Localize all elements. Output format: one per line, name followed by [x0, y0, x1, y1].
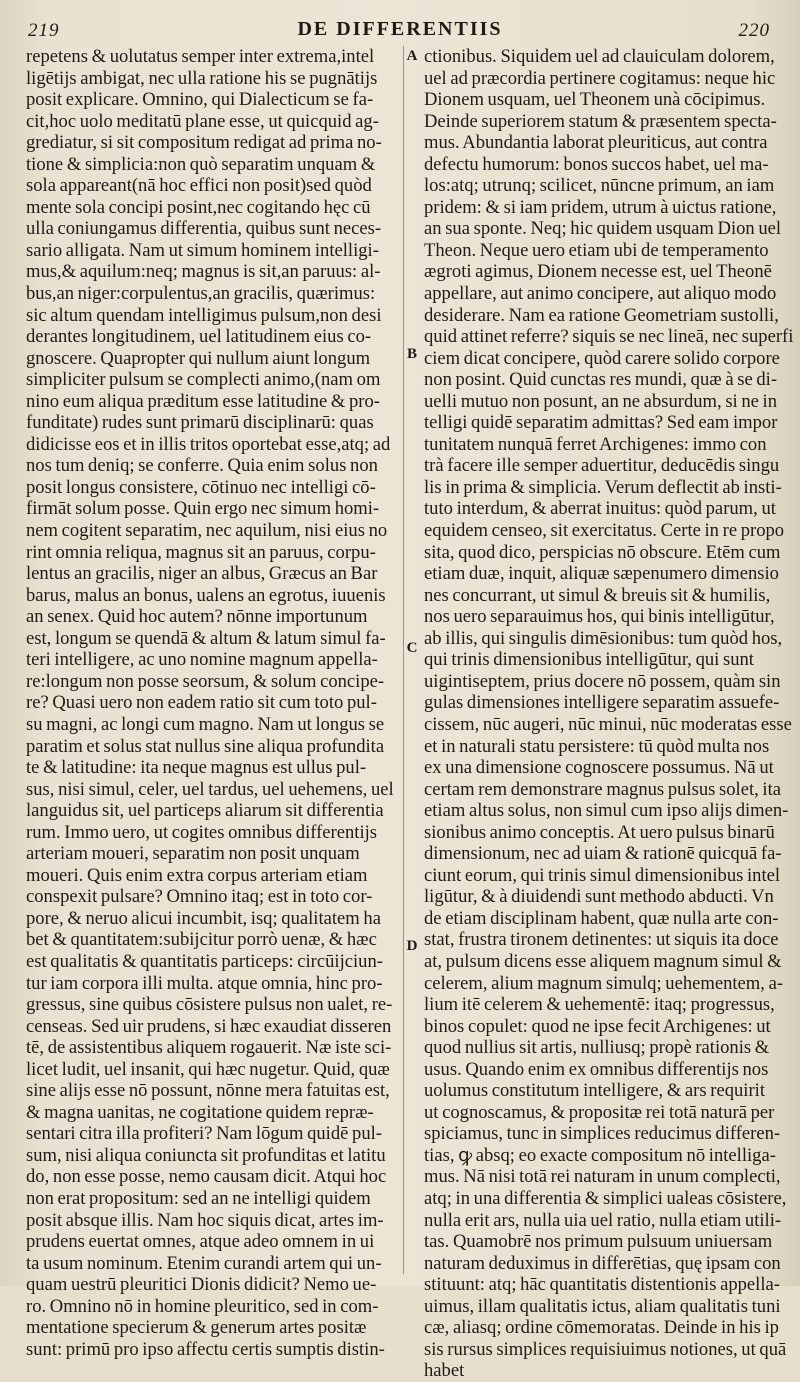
text-line: nos uero separauimus hos, qui binis intelligūtur,	[424, 606, 775, 628]
text-line: sionibus animo conceptis. At uero pulsus binarū	[424, 821, 775, 843]
text-line: usus. Quando enim ex omnibus differentijs nos	[424, 1058, 769, 1080]
text-line: nos tum deniq; se conferre. Quia enim solus non	[26, 455, 378, 477]
text-line: quam uestrū pleuritici Dionis didicit? Nemo ue-	[26, 1274, 377, 1296]
text-line: etiam duæ, inquit, aliquæ sæpenumero dimensio	[424, 563, 779, 585]
text-line: non posint. Quid cunctas res mundi, quæ à se di-	[424, 369, 778, 391]
text-line: grediatur, si sit compositum redigat ad prima no-	[26, 132, 382, 154]
text-line: barus, malus an bonus, ualens an egrotus, iuuenis	[26, 584, 386, 606]
text-line: tas. Quamobrē nos primum pulsuum uniuersam	[424, 1231, 773, 1253]
text-line: paratim et solus stat nullus sine aliqua profundita	[26, 735, 385, 757]
text-line: ægroti agimus, Dionem necesse est, uel Theonē	[424, 261, 772, 283]
text-line: Deinde superiorem statum & præsentem specta-	[424, 110, 777, 132]
text-line: Dionem usquam, uel Theonem unà cōcipimus.	[424, 89, 766, 111]
text-line: pore, & neruo alicui incumbit, isq; qualitatem ha	[26, 907, 381, 929]
text-line: an senex. Quid hoc autem? nōnne importunum	[26, 606, 368, 628]
text-line: dimensionum, nec ad uiam & rationē quicquā fa-	[424, 843, 782, 865]
text-line: non erat propositum: sed an ne intelligi quidem	[26, 1187, 371, 1209]
margin-marker-d: D	[406, 938, 418, 954]
text-line: bus,an niger:corpulentus,an gracilis, quærimus:	[26, 283, 376, 305]
text-line: posit explicare. Omnino, qui Dialecticum se fa-	[26, 89, 374, 111]
text-line: trà facere ille semper aduertitur, deducēdis singu	[424, 455, 780, 477]
text-line: nem cogitent separatim, nec aquilum, nisi eius no	[26, 520, 388, 542]
text-line: languidus sit, uel particeps aliarum sit differentia	[26, 800, 384, 822]
text-line: nes concurrant, ut simul & breuis sit & humilis,	[424, 584, 771, 606]
text-line: rint omnia reliqua, magnus sit an paruus, corpu-	[26, 541, 376, 563]
text-line: ulla coniungamus differentia, quibus sunt neces-	[26, 218, 382, 240]
text-line: et in naturali statu persistere: tū quòd multa nos	[424, 735, 770, 757]
text-line: celerem, alium magnum simulq; uehementem, a-	[424, 972, 784, 994]
text-line: binos copulet: quod ne ipse fecit Archigenes: ut	[424, 1015, 771, 1037]
text-line: mus. Nā nisi totā rei naturam in unum complecti,	[424, 1166, 781, 1188]
text-line: arteriam moueri, separatim non posit unquam	[26, 843, 360, 865]
text-line: cissem, nūc augeri, nūc minui, nūc moderatas esse	[424, 713, 792, 735]
text-line: tione & simplicia:non quò separatim unquam &	[26, 153, 376, 175]
text-line: tuto interdum, & aberrat inuitus: quòd parum, ut	[424, 498, 776, 520]
text-line: funditate) rudes sunt primarū disciplinarū: quas	[26, 412, 374, 434]
text-line: uel ad præcordia pertinere cogitamus: neque hic	[424, 67, 776, 89]
text-line: gressus, sine quibus cōsistere pulsus non ualet, re-	[26, 994, 393, 1016]
text-line: ro. Omnino nō in homine pleuritico, sed in com-	[26, 1295, 379, 1317]
text-line: sola appareant(nā hoc effici non posit)sed quòd	[26, 175, 372, 197]
text-line: est, longum se quendā & altum & latum simul fa-	[26, 627, 386, 649]
text-line: lis in prima & simplicia. Verum deflectit ab insti-	[424, 476, 782, 498]
text-line: ta usum nominum. Etenim curandi artem qui un-	[26, 1252, 382, 1274]
text-line: repetens & uolutatus semper inter extrema,intel	[26, 46, 375, 67]
text-line: gnoscere. Quapropter qui nullum aiunt longum	[26, 347, 371, 369]
text-line: Theon. Neque uero etiam ubi de temperamento	[424, 239, 769, 261]
text-line: qui trinis dimensionibus intelligūtur, qui sunt	[424, 649, 754, 671]
text-line: cit,hoc uolo meditatū plane esse, ut quicquid ag-	[26, 110, 379, 132]
text-line: re:longum non posse seorsum, & solum concipe-	[26, 670, 385, 692]
right-text-column	[424, 46, 794, 1382]
text-line: sic altum quendam intelligimus pulsum,non desi	[26, 304, 382, 326]
text-line: ab illis, qui singulis dimēsionibus: tum quòd hos,	[424, 627, 783, 649]
text-line: moueri. Quis enim extra corpus arteriam etiam	[26, 864, 368, 886]
left-page-number: 219	[28, 20, 60, 41]
text-line: sita, quod dico, perspicias nō obscure. Etēm cum	[424, 541, 781, 563]
text-line: an sua sponte. Neq; hic quidem usquam Dion uel	[424, 218, 782, 240]
text-line: te & latitudine: ita neque magnus est ullus pul-	[26, 757, 367, 779]
text-line: appellare, aut animo concipere, aut aliquo modo	[424, 283, 777, 305]
text-line: nulla erit ars, nulla uia uel ratio, nulla etiam utili-	[424, 1209, 782, 1231]
text-line: at, pulsum dicens esse aliquem magnum simul &	[424, 950, 782, 972]
text-line: su magni, ac longi cum magno. Nam ut longus se	[26, 713, 385, 735]
margin-marker-b: B	[406, 346, 417, 362]
text-line: atq; in una differentia & simplici ualeas cōsistere,	[424, 1187, 787, 1209]
text-line: censeas. Sed uir prudens, si hæc exaudiat disseren	[26, 1015, 392, 1037]
text-line: posit absque illis. Nam hoc siquis dicat, artes im-	[26, 1209, 384, 1231]
text-line: cæ, aliasq; ordine cōmemoratas. Deinde in his ip	[424, 1317, 779, 1339]
text-line: lentus an gracilis, niger an albus, Græcus an Bar	[26, 563, 378, 585]
left-text-column	[26, 46, 398, 1360]
text-line: los:atq; utrunq; scilicet, nūncne primum, an iam	[424, 175, 775, 197]
text-line: mente sola concipi posint,nec cogitando hęc cū	[26, 196, 371, 218]
text-line: tē, de assistentibus aliquem rogauerit. Næ iste sci-	[26, 1037, 392, 1059]
text-line: tur iam corpora illi multa. atque omnia, hinc pro-	[26, 972, 383, 994]
column-divider	[403, 46, 404, 1274]
text-line: ut cognoscamus, & propositæ rei totā naturā per	[424, 1101, 775, 1123]
text-line: uimus, illam qualitatis ictus, aliam qualitatis tuni	[424, 1295, 781, 1317]
text-line: ciunt eorum, qui trinis simul dimensionibus intel	[424, 864, 781, 886]
text-line: sine alijs esse nō possunt, nōnne mera fatuitas est,	[26, 1080, 390, 1102]
text-line: telligi quidē separatim admittas? Sed eam impor	[424, 412, 778, 434]
text-line: quod nullius sit artis, nulliusq; propè rationis &	[424, 1037, 770, 1059]
text-line: defectu humorum: bonos succos habet, uel ma-	[424, 153, 769, 175]
text-line: ligūtur, & à diuidendi sunt methodo abducti. Vn	[424, 886, 774, 908]
text-line: nino eum aliqua præditum esse latitudine & pro-	[26, 390, 380, 412]
right-page-number: 220	[738, 20, 770, 41]
text-line: est qualitatis & quantitatis particeps: circūijciun-	[26, 950, 383, 972]
text-line: simpliciter pulsum se complecti animo,(nam om	[26, 369, 381, 391]
text-line: ligētijs ambigat, nec ulla ratione his se pugnātijs	[26, 67, 378, 89]
text-line: conspexit pulsare? Omnino itaq; est in toto cor-	[26, 886, 373, 908]
text-line: pridem: & si iam pridem, utrum à uictus ratione,	[424, 196, 777, 218]
text-line: firmāt solum posse. Quin ergo nec simum homi-	[26, 498, 380, 520]
text-line: prudens euertat omnes, atque adeo omnem in ui	[26, 1231, 375, 1253]
text-line: desiderare. Nam ea ratione Geometriam sustolli,	[424, 304, 779, 326]
text-line: etiam altus solus, non simul cum ipso alijs dimen-	[424, 800, 789, 822]
text-line: sentari citra illa profiteri? Nam lōgum quidē pul-	[26, 1123, 382, 1145]
text-line: mentatione specierum & generum artes positæ	[26, 1317, 367, 1339]
text-line: didicisse eos et in illis tritos oportebat esse,atq; ad	[26, 433, 391, 455]
text-line: tias, ꝙ absq; eo exacte compositum nō intelliga-	[424, 1144, 776, 1166]
text-line: de etiam disciplinam habent, quæ nulla arte con-	[424, 907, 779, 929]
text-line: sis rursus simplices requisiuimus notiones, ut quā	[424, 1338, 787, 1360]
text-line: ex una dimensione cognoscere possumus. Nā ut	[424, 757, 774, 779]
text-line: habet	[424, 1360, 465, 1382]
text-line: sus, nisi simul, celer, uel tardus, uel uehemens, uel	[26, 778, 394, 800]
margin-marker-a: A	[406, 48, 418, 64]
text-line: uigintiseptem, prius docere nō possem, quàm sin	[424, 670, 781, 692]
text-line: teri intelligere, ac uno nomine magnum appella-	[26, 649, 378, 671]
text-line: equidem censeo, sit exercitatus. Certe in re propo	[424, 520, 785, 542]
text-line: sum, nisi aliqua coniuncta sit profunditas et latitu	[26, 1144, 386, 1166]
text-line: bet & quantitatem:subijcitur porrò uenæ, & hæc	[26, 929, 377, 951]
text-line: ctionibus. Siquidem uel ad clauiculam dolorem,	[424, 46, 775, 67]
text-line: rum. Immo uero, ut cogites omnibus differentijs	[26, 821, 378, 843]
text-line: spiciamus, tunc in simplices reducimus differen-	[424, 1123, 781, 1145]
margin-marker-c: C	[406, 640, 418, 656]
text-line: tunitatem nunquā ferret Archigenes: immo con	[424, 433, 767, 455]
text-line: gulas dimensiones intelligere separatim assuefe-	[424, 692, 780, 714]
running-title: DE DIFFERENTIIS	[297, 18, 503, 40]
text-line: ciem dicat concipere, quòd carere solido corpore	[424, 347, 780, 369]
text-line: sunt: primū pro ipso affectu certis sumptis distin-	[26, 1338, 385, 1360]
text-line: licet ludit, uel insanit, qui hæc nugetur. Quid, quæ	[26, 1058, 390, 1080]
text-line: uolumus constitutum intelligere, & ars requirit	[424, 1080, 765, 1102]
text-line: naturam deduximus in differētias, quę ipsam con	[424, 1252, 781, 1274]
text-line: lium itē celerem & uehementē: itaq; progressus,	[424, 994, 775, 1016]
text-line: mus. Abundantia laborat pleuriticus, aut contra	[424, 132, 768, 154]
text-line: sario alligata. Nam ut simum hominem intelligi-	[26, 239, 379, 261]
text-line: re? Quasi uero non eadem ratio sit cum toto pul-	[26, 692, 377, 714]
text-line: stituunt: atq; hāc quantitatis distentionis appella-	[424, 1274, 780, 1296]
text-line: derantes longitudinem, uel latitudinem eius co-	[26, 326, 372, 348]
text-line: certam rem demonstrare magnus pulsus solet, ita	[424, 778, 781, 800]
text-line: uelli mutuo non posunt, an ne absurdum, si ne in	[424, 390, 778, 412]
text-line: stat, frustra tironem detinentes: ut siquis ita doce	[424, 929, 779, 951]
page-header	[0, 14, 800, 44]
text-line: & magna uanitas, ne cogitatione quidem repræ-	[26, 1101, 374, 1123]
text-line: quid attinet referre? siquis se nec lineā, nec superfi	[424, 326, 794, 348]
text-line: posit longus consistere, cōtinuo nec intelligi cō-	[26, 476, 376, 498]
text-line: do, non esse posse, nemo causam dicit. Atqui hoc	[26, 1166, 387, 1188]
text-line: mus,& aquilum:neq; magnus is sit,an paruus: al-	[26, 261, 381, 283]
